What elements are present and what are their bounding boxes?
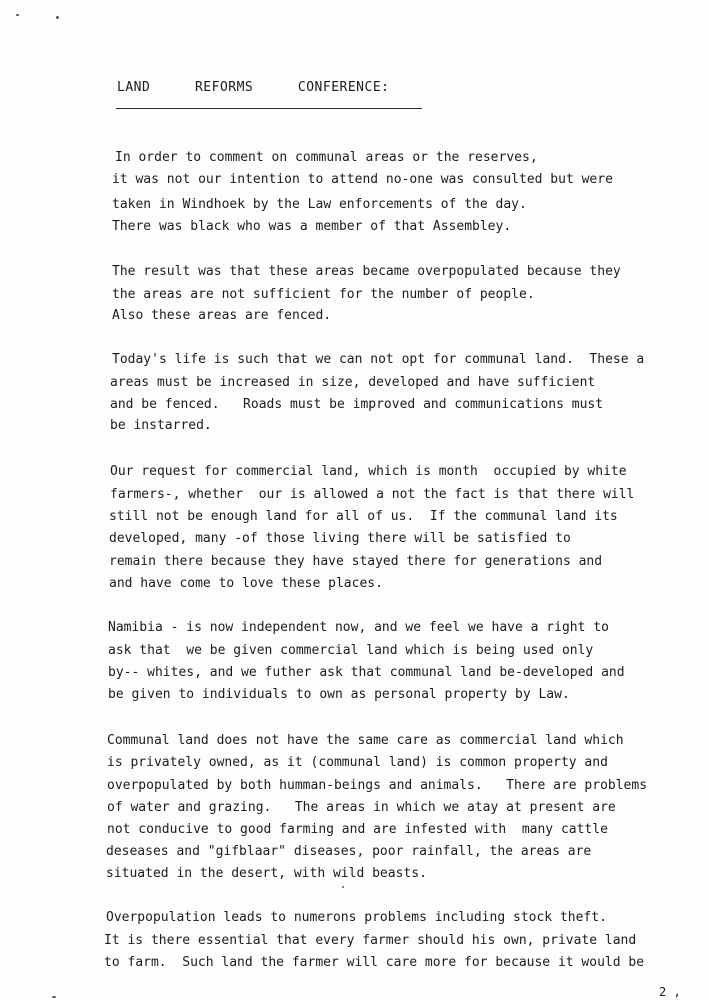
text-line: the areas are not sufficient for the number of people. [112, 287, 535, 302]
document-heading: LAND REFORMS CONFERENCE: [117, 80, 390, 95]
text-line: Communal land does not have the same care as commercial land which [107, 733, 624, 748]
text-line: is privately owned, as it (communal land) is common property and [107, 755, 608, 770]
text-line: deseases and "gifblaar" diseases, poor rainfall, the areas are [106, 844, 592, 859]
text-line: to farm. Such land the farmer will care more for because it would be [104, 955, 645, 970]
text-line: The result was that these areas became overpopulated because they [112, 264, 621, 279]
text-line: Our request for commercial land, which is month occupied by white [110, 464, 627, 479]
scan-speck [342, 886, 344, 888]
text-line: it was not our intention to attend no-one was consulted but were [112, 172, 613, 187]
text-line: overpopulated by both humman-beings and animals. There are problems [107, 778, 648, 793]
text-line: situated in the desert, with wild beasts. [106, 866, 427, 881]
text-line: and have come to love these places. [109, 576, 383, 591]
text-line: areas must be increased in size, developed and have sufficient [110, 375, 596, 390]
text-line: remain there because they have stayed there for generations and [109, 554, 603, 569]
text-line: be instarred. [110, 418, 212, 433]
scan-speck [52, 996, 56, 998]
text-line: It is there essential that every farmer should his own, private land [104, 933, 637, 948]
text-line: Overpopulation leads to numerons problems including stock theft. [106, 910, 607, 925]
text-line: not conducive to good farming and are infested with many cattle [107, 822, 608, 837]
text-line: developed, many -of those living there will be satisfied to [109, 531, 571, 546]
scan-speck [56, 16, 59, 19]
text-line: Namibia - is now independent now, and we feel we have a right to [108, 620, 609, 635]
text-line: still not be enough land for all of us. If the communal land its [109, 509, 618, 524]
text-line: ask that we be given commercial land which is being used only [108, 643, 594, 658]
text-line: by-- whites, and we futher ask that communal land be-developed and [108, 665, 625, 680]
heading-underline [116, 108, 422, 109]
text-line: of water and grazing. The areas in which we atay at present are [107, 800, 616, 815]
text-line: and be fenced. Roads must be improved and communications must [110, 397, 604, 412]
text-line: taken in Windhoek by the Law enforcements of the day. [112, 197, 527, 212]
text-line: Also these areas are fenced. [112, 308, 332, 323]
page-number: 2 , [659, 985, 681, 999]
text-line: In order to comment on communal areas or the reserves, [115, 150, 538, 165]
text-line: There was black who was a member of that Assembley. [112, 219, 512, 234]
text-line: farmers-, whether our is allowed a not the fact is that there will [110, 487, 635, 502]
scan-speck [16, 14, 19, 16]
text-line: Today's life is such that we can not opt for communal land. These a [112, 352, 645, 367]
text-line: be given to individuals to own as personal property by Law. [108, 687, 570, 702]
